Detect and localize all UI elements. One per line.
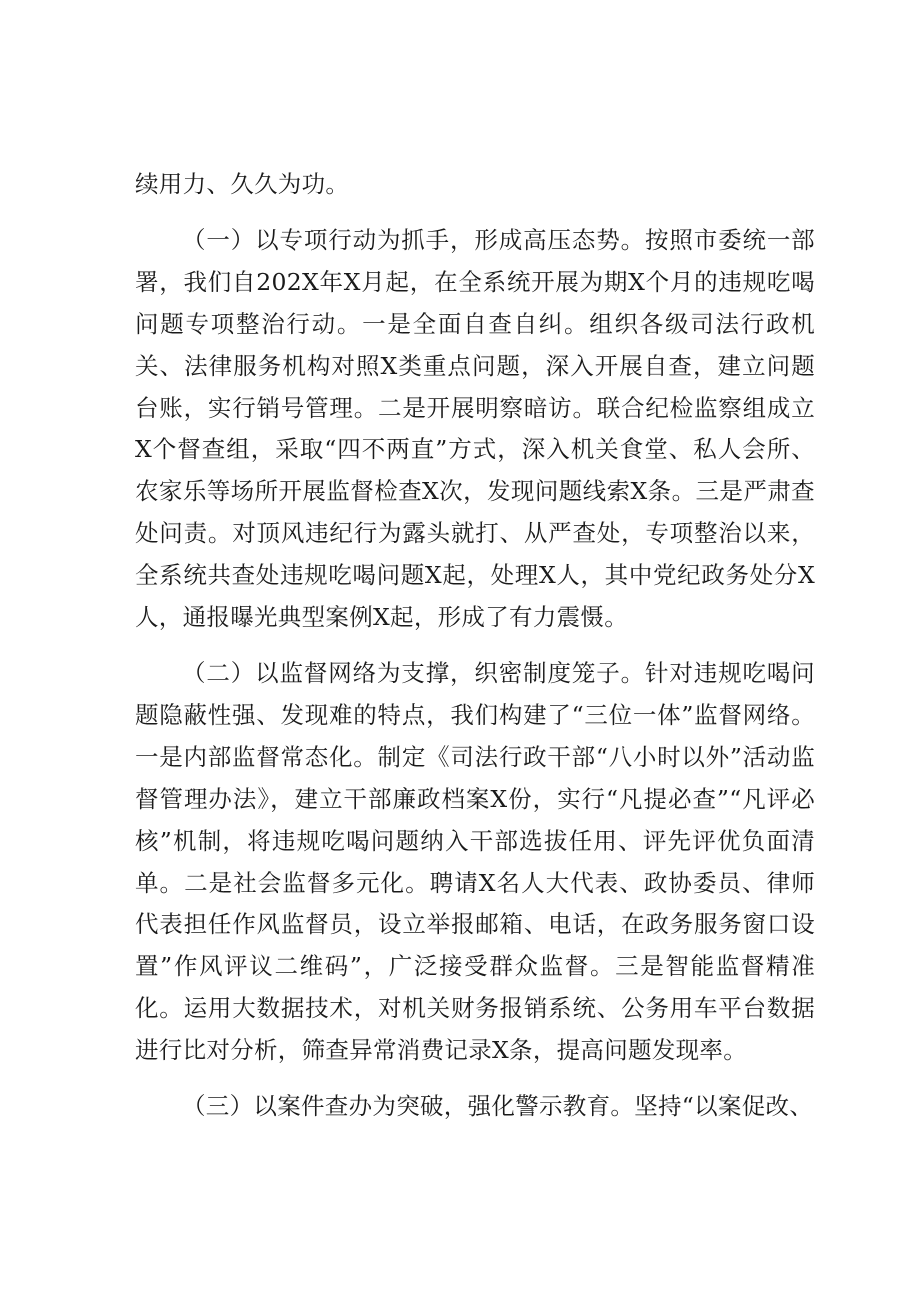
paragraph-section-1: （一）以专项行动为抓手，形成高压态势。按照市委统一部署，我们自202X年X月起，在全系统开展为期X个月的违规吃喝问题专项整治行动。一是全面自查自纠。组织各级司法行政机关、法律服务机构对照X类重点问题，深入开展自查，建立问题台账，实行销号管理。二是开展明察暗访。联合纪检监察组成立X个督查组，采取“四不两直”方式，深入机关食堂、私人会所、农家乐等场所开展监督检查X次，发现问题线索X条。三是严肃查处问责。对顶风违纪行为露头就打、从严查处，专项整治以来，全系统共查处违规吃喝问题X起，处理X人，其中党纪政务处分X人，通报曝光典型案例X起，形成了有力震慑。 bbox=[135, 225, 815, 632]
paragraph-continuation: 续用力、久久为功。 bbox=[135, 170, 350, 198]
paragraph-section-3: （三）以案件查办为突破，强化警示教育。坚持“以案促改、 bbox=[182, 1092, 814, 1121]
paragraph-section-2: （二）以监督网络为支撑，织密制度笼子。针对违规吃喝问题隐蔽性强、发现难的特点，我们构建了“三位一体”监督网络。一是内部监督常态化。制定《司法行政干部“八小时以外”活动监督管理办法》，建立干部廉政档案X份，实行“凡提必查”“凡评必核”机制，将违规吃喝问题纳入干部选拔任用、评先评优负面清单。二是社会监督多元化。聘请X名人大代表、政协委员、律师代表担任作风监督员，设立举报邮箱、电话，在政务服务窗口设置”作风评议二维码”，广泛接受群众监督。三是智能监督精准化。运用大数据技术，对机关财务报销系统、公务用车平台数据进行比对分析，筛查异常消费记录X条，提高问题发现率。 bbox=[135, 658, 815, 1065]
document-body bbox=[135, 164, 815, 1128]
